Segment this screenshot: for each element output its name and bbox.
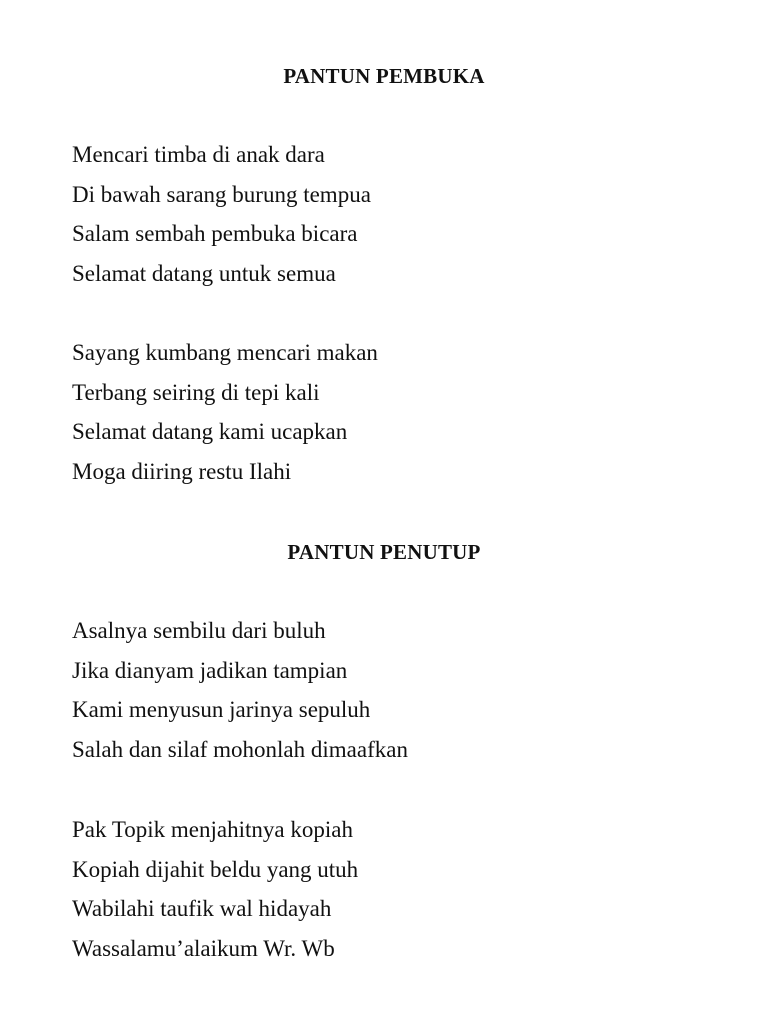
verse-line: Salam sembah pembuka bicara: [72, 221, 358, 247]
verse-line: Selamat datang untuk semua: [72, 261, 336, 287]
section-title-penutup: PANTUN PENUTUP: [287, 540, 481, 564]
verse-line: Pak Topik menjahitnya kopiah: [72, 817, 353, 842]
verse-line: Jika dianyam jadikan tampian: [72, 657, 348, 683]
stanza-pembuka-2: [72, 333, 672, 492]
verse-line: Kopiah dijahit beldu yang utuh: [72, 856, 359, 882]
verse-line: Mencari timba di anak dara: [72, 142, 325, 167]
stanza-penutup-2: [72, 810, 672, 969]
stanza-penutup-1: [72, 611, 672, 770]
verse-line: Asalnya sembilu dari buluh: [72, 618, 326, 643]
verse-line: Wabilahi taufik wal hidayah: [72, 896, 332, 922]
verse-line: Kami menyusun jarinya sepuluh: [72, 697, 371, 723]
verse-line: Selamat datang kami ucapkan: [72, 419, 348, 445]
verse-line: Di bawah sarang burung tempua: [72, 181, 371, 207]
verse-line: Wassalamu’alaikum Wr. Wb: [72, 936, 335, 962]
stanza-pembuka-1: [72, 135, 672, 294]
verse-line: Sayang kumbang mencari makan: [72, 340, 378, 365]
verse-line: Salah dan silaf mohonlah dimaafkan: [72, 737, 408, 763]
section-title-pembuka: PANTUN PEMBUKA: [283, 64, 485, 88]
verse-line: Moga diiring restu Ilahi: [72, 459, 292, 485]
verse-line: Terbang seiring di tepi kali: [72, 379, 320, 405]
